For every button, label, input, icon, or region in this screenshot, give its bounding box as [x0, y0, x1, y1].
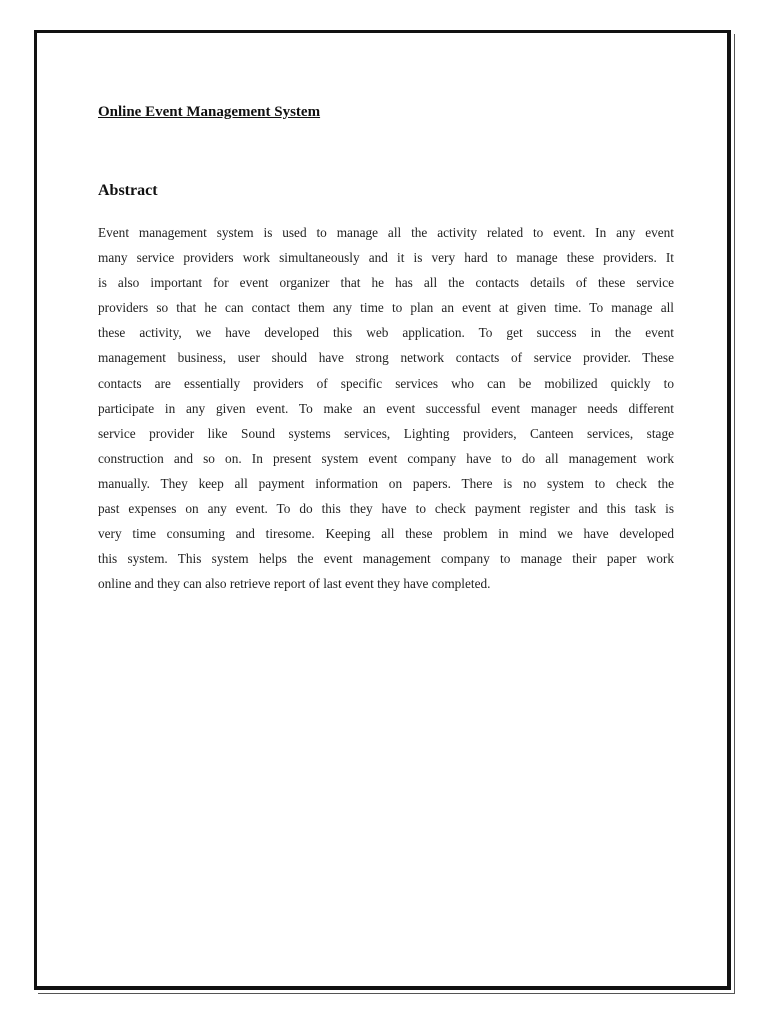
paragraph-line: Event management system is used to manage all the activity related to event. In any event: [98, 225, 674, 240]
paragraph-line: very time consuming and tiresome. Keeping all these problem in mind we have developed: [98, 526, 674, 542]
paragraph-line: service provider like Sound systems services, Lighting providers, Canteen services, stage: [98, 425, 674, 441]
paragraph-line-last: online and they can also retrieve report of last event they have completed.: [98, 576, 491, 592]
paragraph-line: manually. They keep all payment information on papers. There is no system to check the: [98, 475, 674, 491]
document-title: Online Event Management System: [98, 104, 321, 120]
section-heading-abstract: Abstract: [98, 182, 158, 199]
paragraph-line: participate in any given event. To make an event successful event manager needs different: [98, 400, 674, 416]
paragraph-line: management business, user should have strong network contacts of service provider. These: [98, 350, 674, 366]
paragraph-line: these activity, we have developed this web application. To get success in the event: [98, 325, 674, 341]
paragraph-line: past expenses on any event. To do this they have to check payment register and this task is: [98, 501, 674, 517]
paragraph-line: this system. This system helps the event management company to manage their paper work: [98, 551, 674, 567]
paragraph-line: providers so that he can contact them any time to plan an event at given time. To manage all: [98, 300, 674, 316]
abstract-paragraph: [98, 220, 674, 596]
paragraph-line: is also important for event organizer that he has all the contacts details of these service: [98, 275, 674, 291]
paragraph-line: contacts are essentially providers of specific services who can be mobilized quickly to: [98, 375, 674, 391]
paragraph-line: many service providers work simultaneously and it is very hard to manage these providers. It: [98, 250, 674, 266]
paragraph-line: construction and so on. In present system event company have to do all management work: [98, 450, 674, 466]
